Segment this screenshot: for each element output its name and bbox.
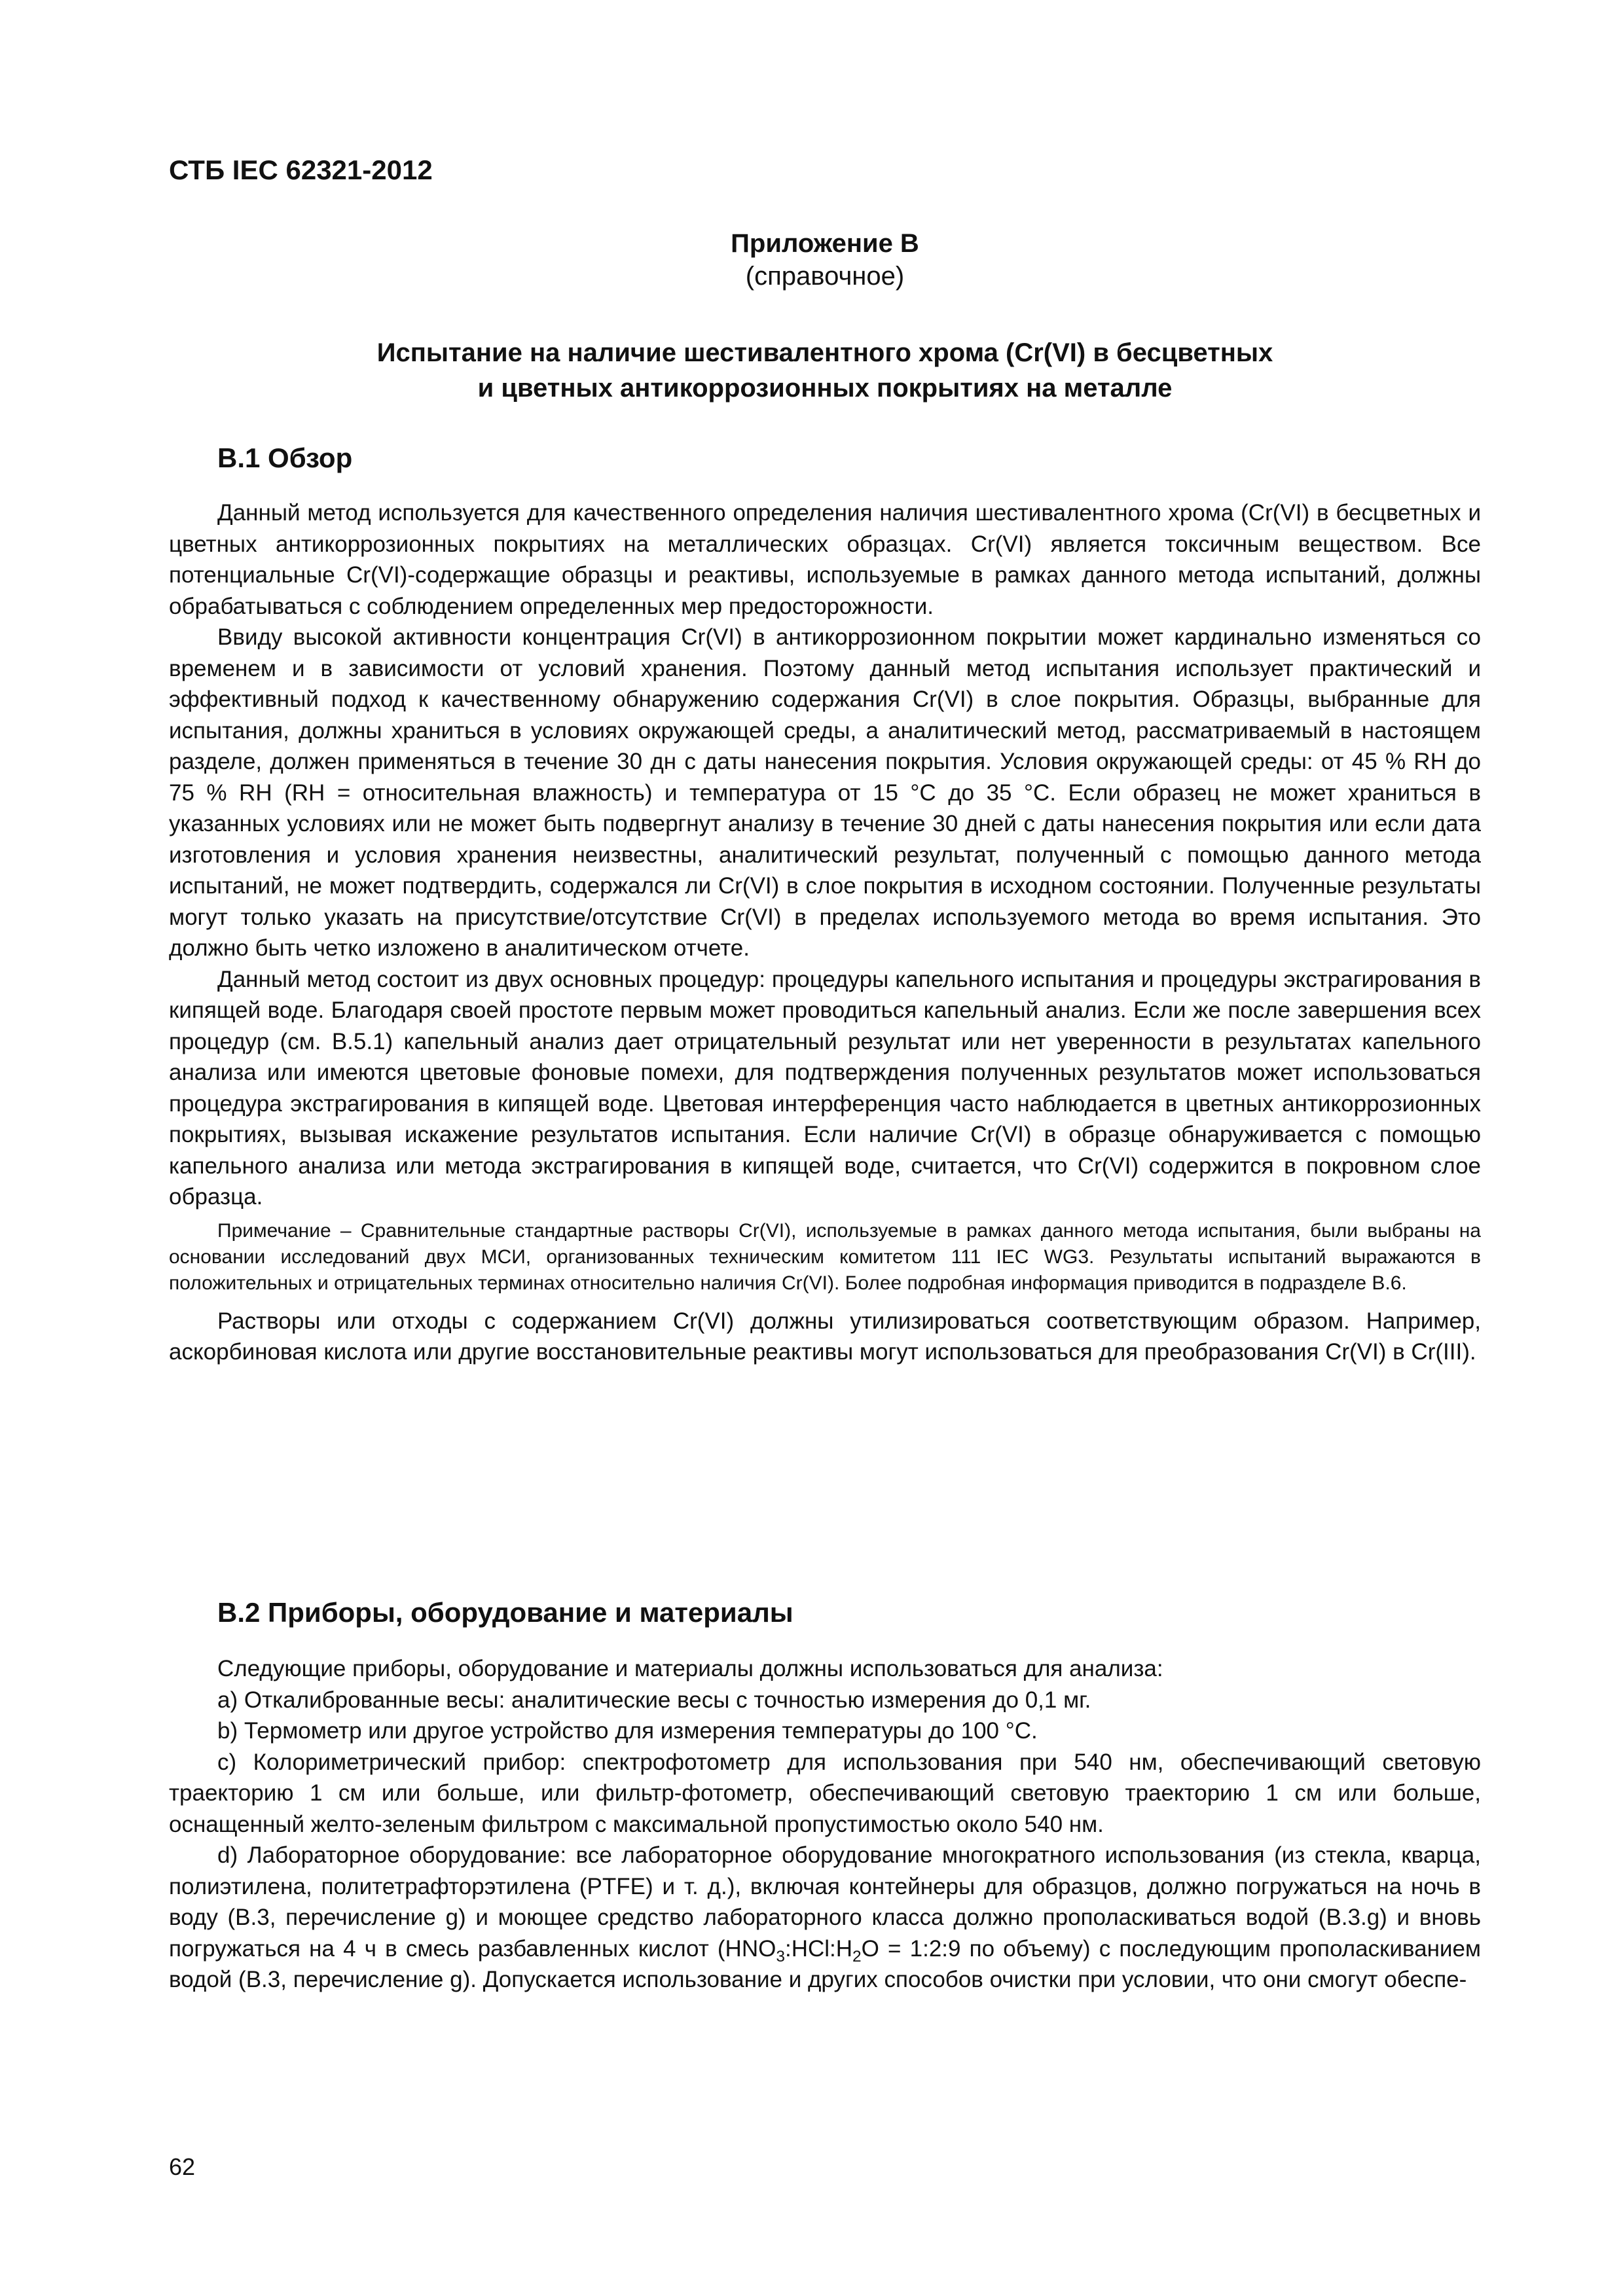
paragraph: Данный метод используется для качественного определения наличия шестивалентного хрома (Cr(VI) в бесцветных и цветных антикоррозионных покрытиях на металлических образцах. Cr(VI) является токсичным веществом. Все потенциальные Cr(VI)-содержащие образцы и реактивы, используемые в рамках данного метода испытаний, должны обрабатываться с соблюдением определенных мер предосторожности. — [169, 500, 1481, 619]
annex-main-title — [169, 335, 1481, 406]
subscript: 2 — [852, 1947, 862, 1965]
item-d-text-2: :HCl:H — [784, 1935, 853, 1962]
annex-type: (справочное) — [745, 262, 905, 291]
section-b2-body — [169, 1653, 1481, 1996]
section-b1-body — [169, 497, 1481, 1368]
page-number: 62 — [169, 2153, 196, 2180]
main-title-line-1: Испытание на наличие шестивалентного хрома (Cr(VI) в бесцветных — [376, 338, 1273, 367]
section-b2-heading: В.2 Приборы, оборудование и материалы — [217, 1597, 793, 1628]
item-d-text-3: O = 1:2:9 по объему) с последующим прополаскиванием водой (В.3, перечисление g). Допускается использование и других способов очистки при условии, что они смогут обеспе- — [169, 1935, 1481, 1992]
paragraph: Следующие приборы, оборудование и материалы должны использоваться для анализа: — [217, 1656, 1163, 1681]
paragraph: Растворы или отходы с содержанием Cr(VI) должны утилизироваться соответствующим образом. Например, аскорбиновая кислота или другие восстановительные реактивы могут использоваться для преобразования Cr(VI) в Cr(III). — [169, 1308, 1481, 1365]
list-item: b) Термометр или другое устройство для измерения температуры до 100 °С. — [217, 1718, 1038, 1744]
item-d-text-1: d) Лабораторное оборудование: все лабораторное оборудование многократного использования (из стекла, кварца, полиэтилена, политетрафторэтилена (PTFE) и т. д.), включая контейнеры для образцов, должно погружаться на ночь в воду (В.3, перечисление g) и моющее средство лабораторного класса должно прополаскиваться водой (В.3.g) и вновь погружаться на 4 ч в смесь разбавленных кислот (HNO — [169, 1842, 1481, 1962]
subscript: 3 — [776, 1947, 785, 1965]
list-item — [169, 1840, 1481, 1996]
paragraph: Данный метод состоит из двух основных процедур: процедуры капельного испытания и процедуры экстрагирования в кипящей воде. Благодаря своей простоте первым может проводиться капельный анализ. Если же после завершения всех процедур (см. В.5.1) капельный анализ дает отрицательный результат или нет уверенности в результатах капельного анализа или имеются цветовые фоновые помехи, для подтверждения полученных результатов может использоваться процедура экстрагирования в кипящей воде. Цветовая интерференция часто наблюдается в цветных антикоррозионных покрытиях, вызывая искажение результатов испытания. Если наличие Cr(VI) в образце обнаруживается с помощью капельного анализа или метода экстрагирования в кипящей воде, считается, что Cr(VI) содержится в покровном слое образца. — [169, 966, 1481, 1210]
annex-title: Приложение В — [731, 229, 919, 258]
list-item: а) Откалиброванные весы: аналитические весы с точностью измерения до 0,1 мг. — [217, 1687, 1091, 1713]
paragraph: Ввиду высокой активности концентрация Cr(VI) в антикоррозионном покрытии может кардинально изменяться со временем и в зависимости от условий хранения. Поэтому данный метод испытания использует практический и эффективный подход к качественному обнаружению содержания Cr(VI) в слое покрытия. Образцы, выбранные для испытания, должны храниться в условиях окружающей среды, а аналитический метод, рассматриваемый в настоящем разделе, должен применяться в течение 30 дн с даты нанесения покрытия. Условия окружающей среды: от 45 % RH до 75 % RH (RH = относительная влажность) и температура от 15 °С до 35 °С. Если образец не может храниться в указанных условиях или не может быть подвергнут анализу в течение 30 дней с даты нанесения покрытия или если дата изготовления и условия хранения неизвестны, аналитический результат, полученный с помощью данного метода испытаний, не может подтвердить, содержался ли Cr(VI) в слое покрытия в исходном состоянии. Полученные результаты могут только указать на присутствие/отсутствие Cr(VI) в пределах используемого метода во время испытания. Это должно быть четко изложено в аналитическом отчете. — [169, 624, 1481, 961]
main-title-line-2: и цветных антикоррозионных покрытиях на металле — [477, 374, 1173, 403]
section-b1-heading: В.1 Обзор — [217, 442, 353, 473]
note: Примечание – Сравнительные стандартные растворы Cr(VI), используемые в рамках данного метода испытания, были выбраны на основании исследований двух МСИ, организованных техническим комитетом 111 IEC WG3. Результаты испытаний выражаются в положительных и отрицательных терминах относительно наличия Cr(VI). Более подробная информация приводится в подразделе В.6. — [169, 1219, 1481, 1294]
list-item: с) Колориметрический прибор: спектрофотометр для использования при 540 нм, обеспечивающий световую траекторию 1 см или больше, или фильтр-фотометр, обеспечивающий световую траекторию 1 см или больше, оснащенный желто-зеленым фильтром с максимальной пропустимостью около 540 нм. — [169, 1749, 1481, 1837]
document-code: СТБ IEC 62321-2012 — [169, 154, 433, 185]
